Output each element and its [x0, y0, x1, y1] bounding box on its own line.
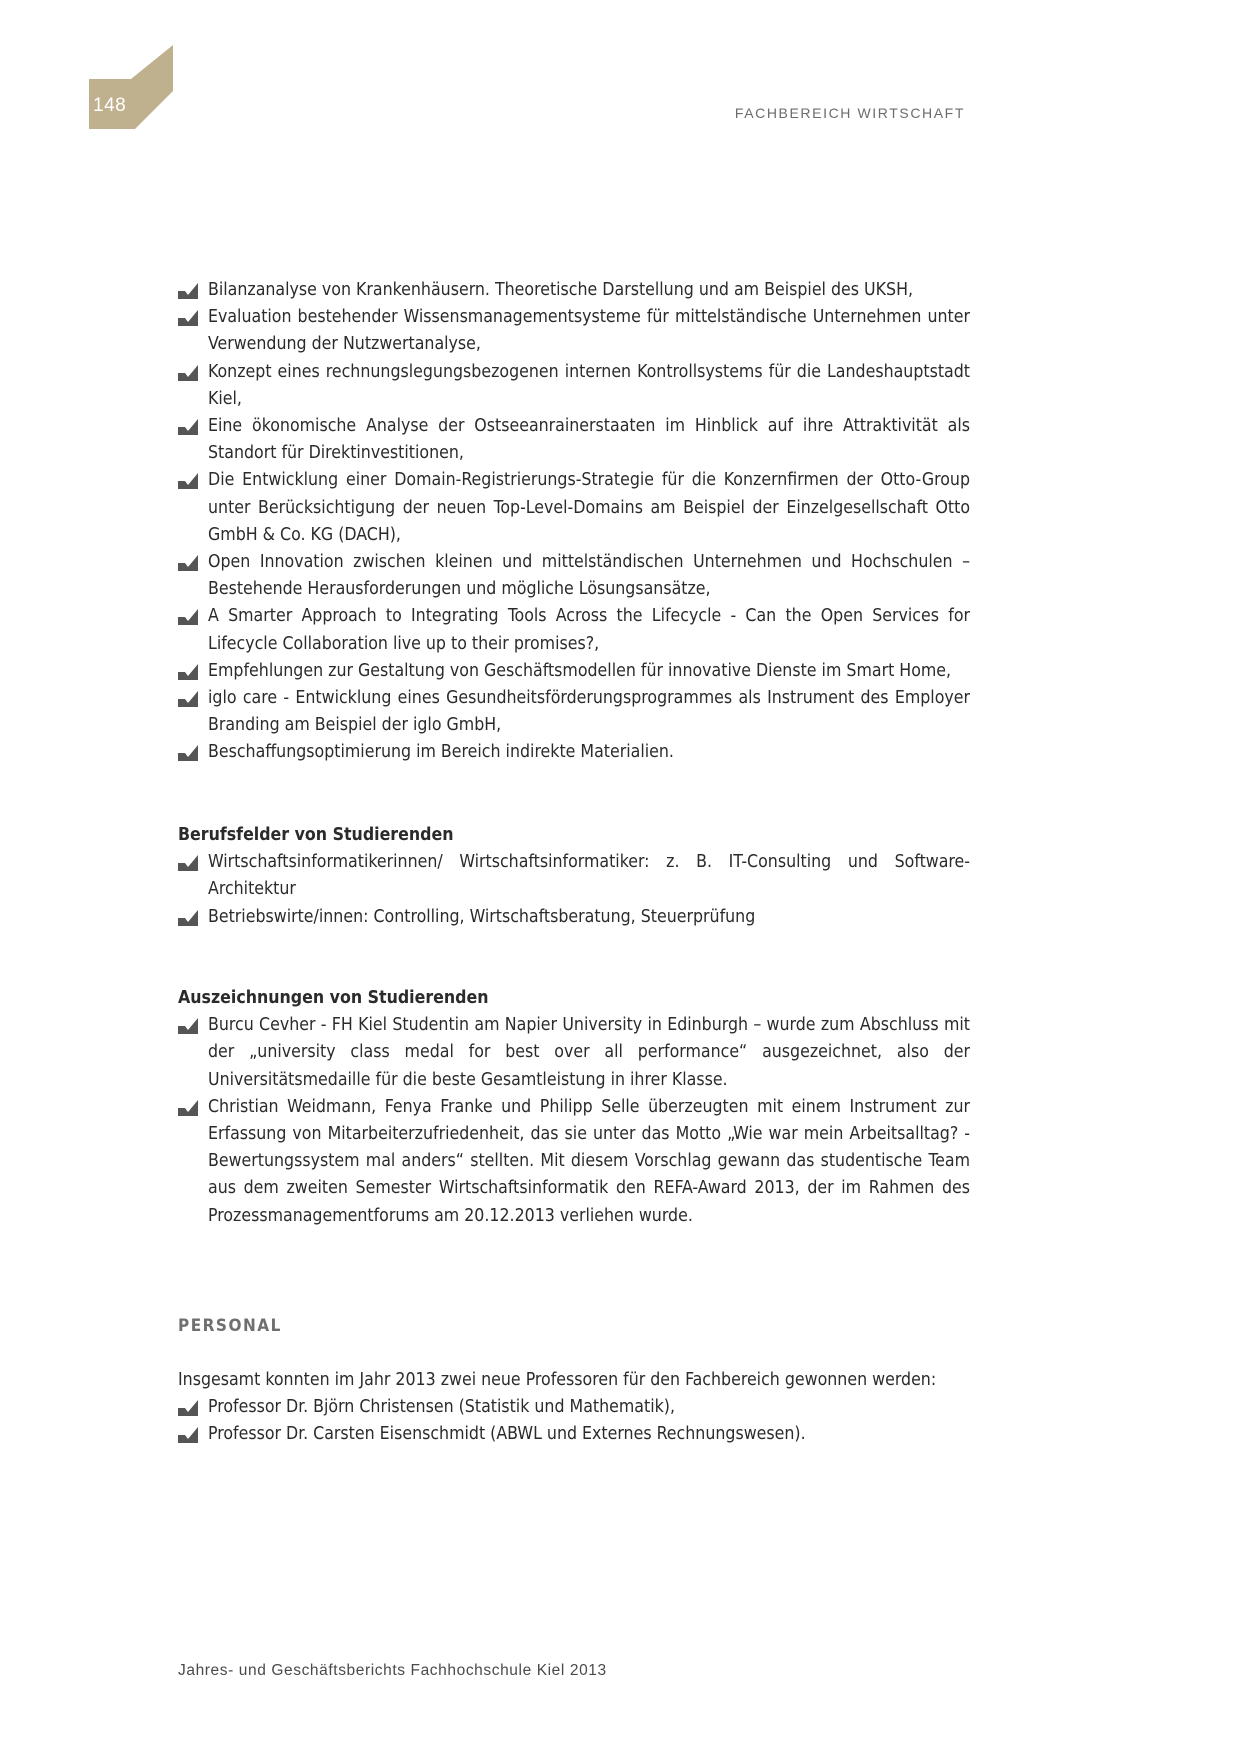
page-footer: Jahres- und Geschäftsberichts Fachhochschule Kiel 2013 — [178, 1662, 607, 1679]
checkmark-icon — [178, 1400, 198, 1416]
list-item: Die Entwicklung einer Domain-Registrierungs-Strategie für die Konzernfirmen der Otto-Group unter Berücksichtigung der neuen Top-Level-Domains am Beispiel der Einzelgesellschaft Otto GmbH & Co. KG (DACH), — [178, 467, 970, 549]
list-item: Konzept eines rechnungslegungsbezogenen internen Kontrollsystems für die Landeshauptstadt Kiel, — [178, 359, 970, 413]
checkmark-icon — [178, 691, 198, 707]
list-item: Empfehlungen zur Gestaltung von Geschäftsmodellen für innovative Dienste im Smart Home, — [178, 658, 970, 685]
list-item: Burcu Cevher - FH Kiel Studentin am Napier University in Edinburgh – wurde zum Abschluss mit der „university class medal for best over all performance“ ausgezeichnet, also der Universitätsmedaille für die beste Gesamtleistung in ihrer Klasse. — [178, 1012, 970, 1094]
checkmark-icon — [178, 1018, 198, 1034]
section-heading: Berufsfelder von Studierenden — [178, 825, 454, 845]
list-item: Professor Dr. Björn Christensen (Statistik und Mathematik), — [178, 1394, 970, 1421]
theses-list-section — [178, 277, 970, 767]
list-item: Bilanzanalyse von Krankenhäusern. Theoretische Darstellung und am Beispiel des UKSH, — [178, 277, 970, 304]
checkmark-icon — [178, 1100, 198, 1116]
list-item: A Smarter Approach to Integrating Tools Across the Lifecycle - Can the Open Services for Lifecycle Collaboration live up to their promises?, — [178, 603, 970, 657]
checkmark-icon — [178, 745, 198, 761]
checkmark-icon — [178, 1427, 198, 1443]
checkmark-icon — [178, 473, 198, 489]
awards-list — [178, 1012, 970, 1230]
theses-list — [178, 277, 970, 767]
personnel-list — [178, 1394, 970, 1448]
section-heading: PERSONAL — [178, 1316, 282, 1336]
list-item: Wirtschaftsinformatikerinnen/ Wirtschaftsinformatiker: z. B. IT-Consulting und Software-Architektur — [178, 849, 970, 903]
list-item: Evaluation bestehender Wissensmanagementsysteme für mittelständische Unternehmen unter Verwendung der Nutzwertanalyse, — [178, 304, 970, 358]
list-item: Open Innovation zwischen kleinen und mittelständischen Unternehmen und Hochschulen – Bestehende Herausforderungen und mögliche Lösungsansätze, — [178, 549, 970, 603]
careers-section — [178, 822, 970, 931]
checkmark-icon — [178, 855, 198, 871]
page-number: 148 — [93, 95, 127, 116]
personnel-body — [178, 1367, 970, 1449]
checkmark-icon — [178, 664, 198, 680]
personnel-section — [178, 1313, 970, 1340]
careers-list — [178, 849, 970, 931]
checkmark-icon — [178, 310, 198, 326]
list-item: Professor Dr. Carsten Eisenschmidt (ABWL und Externes Rechnungswesen). — [178, 1421, 970, 1448]
checkmark-icon — [178, 555, 198, 571]
list-item: Christian Weidmann, Fenya Franke und Philipp Selle überzeugten mit einem Instrument zur Erfassung von Mitarbeiterzufriedenheit, das sie unter das Motto „Wie war mein Arbeitsalltag? - Bewertungssystem mal anders“ stellten. Mit diesem Vorschlag gewann das studentische Team aus dem zweiten Semester Wirtschaftsinformatik den REFA-Award 2013, der im Rahmen des Prozessmanagementforums am 20.12.2013 verliehen wurde. — [178, 1094, 970, 1230]
checkmark-icon — [178, 419, 198, 435]
intro-paragraph: Insgesamt konnten im Jahr 2013 zwei neue Professoren für den Fachbereich gewonnen werden: — [178, 1370, 937, 1390]
section-heading: Auszeichnungen von Studierenden — [178, 988, 489, 1008]
list-item: Eine ökonomische Analyse der Ostseeanrainerstaaten im Hinblick auf ihre Attraktivität als Standort für Direktinvestitionen, — [178, 413, 970, 467]
checkmark-icon — [178, 910, 198, 926]
checkmark-icon — [178, 365, 198, 381]
checkmark-icon — [178, 609, 198, 625]
checkmark-icon — [178, 283, 198, 299]
list-item: Beschaffungsoptimierung im Bereich indirekte Materialien. — [178, 739, 970, 766]
list-item: Betriebswirte/innen: Controlling, Wirtschaftsberatung, Steuerprüfung — [178, 904, 970, 931]
awards-section — [178, 985, 970, 1230]
list-item: iglo care - Entwicklung eines Gesundheitsförderungsprogrammes als Instrument des Employer Branding am Beispiel der iglo GmbH, — [178, 685, 970, 739]
running-header: FACHBEREICH WIRTSCHAFT — [734, 105, 965, 121]
